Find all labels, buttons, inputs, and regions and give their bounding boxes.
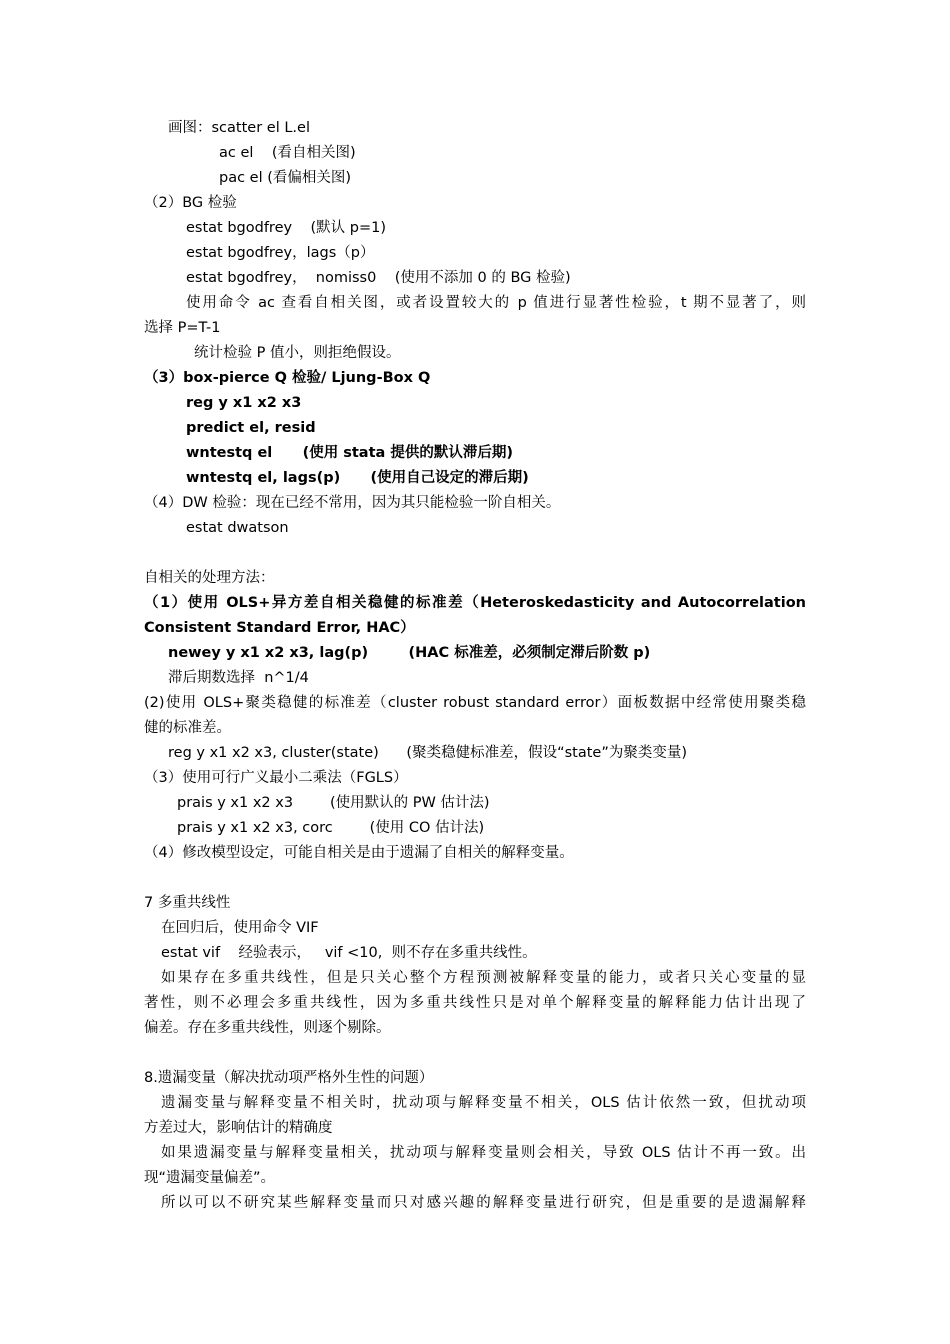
- text-line: 在回归后，使用命令 VIF: [161, 920, 319, 936]
- code-line: wntestq el, lags(p) (使用自己设定的滞后期): [186, 470, 529, 486]
- text-line: 统计检验 P 值小，则拒绝假设。: [194, 345, 401, 361]
- code-line: wntestq el (使用 stata 提供的默认滞后期): [186, 445, 513, 461]
- section-heading: 8.遗漏变量（解决扰动项严格外生性的问题）: [144, 1070, 434, 1086]
- text-line: 现“遗漏变量偏差”。: [144, 1170, 276, 1186]
- text-line: 如果存在多重共线性，但是只关心整个方程预测被解释变量的能力，或者只关心变量的显: [161, 970, 806, 986]
- section-heading: （4）DW 检验：现在已经不常用，因为其只能检验一阶自相关。: [144, 495, 561, 511]
- text-line: Consistent Standard Error, HAC）: [144, 620, 415, 636]
- code-line: estat bgodfrey (默认 p=1): [186, 220, 387, 236]
- code-line: estat vif 经验表示， vif <10, 则不存在多重共线性。: [161, 945, 537, 961]
- text-line: (2)使用 OLS+聚类稳健的标准差（cluster robust standard error）面板数据中经常使用聚类稳: [144, 695, 806, 711]
- text-line: 使用命令 ac 查看自相关图，或者设置较大的 p 值进行显著性检验，t 期不显著了，则: [186, 295, 806, 311]
- text-line: 健的标准差。: [144, 720, 231, 736]
- text-line: pac el (看偏相关图): [219, 170, 352, 186]
- code-line: estat bgodfrey，lags（p）: [186, 245, 375, 261]
- code-line: estat bgodfrey， nomiss0 (使用不添加 0 的 BG 检验): [186, 270, 571, 286]
- text-line: 遗漏变量与解释变量不相关时，扰动项与解释变量不相关，OLS 估计依然一致，但扰动项: [161, 1095, 806, 1111]
- section-heading: 自相关的处理方法：: [144, 570, 275, 586]
- section-heading: （2）BG 检验: [144, 195, 237, 211]
- section-heading: （4）修改模型设定，可能自相关是由于遗漏了自相关的解释变量。: [144, 845, 574, 861]
- text-line: 画图：scatter el L.el: [168, 120, 310, 136]
- text-line: 如果遗漏变量与解释变量相关，扰动项与解释变量则会相关，导致 OLS 估计不再一致。出: [161, 1145, 806, 1161]
- code-line: prais y x1 x2 x3, corc (使用 CO 估计法): [177, 820, 485, 836]
- text-line: 滞后期数选择 n^1/4: [168, 670, 309, 686]
- code-line: predict el, resid: [186, 420, 316, 436]
- code-line: reg y x1 x2 x3: [186, 395, 302, 411]
- code-line: estat dwatson: [186, 520, 289, 536]
- section-heading: （3）box-pierce Q 检验/ Ljung-Box Q: [144, 370, 431, 386]
- text-line: 方差过大，影响估计的精确度: [144, 1120, 333, 1136]
- code-line: prais y x1 x2 x3 (使用默认的 PW 估计法): [177, 795, 490, 811]
- text-line: 所以可以不研究某些解释变量而只对感兴趣的解释变量进行研究，但是重要的是遗漏解释: [161, 1195, 806, 1211]
- text-line: 偏差。存在多重共线性，则逐个剔除。: [144, 1020, 391, 1036]
- section-heading: （3）使用可行广义最小二乘法（FGLS）: [144, 770, 408, 786]
- text-line: 著性，则不必理会多重共线性，因为多重共线性只是对单个解释变量的解释能力估计出现了: [144, 995, 806, 1011]
- text-line: ac el (看自相关图): [219, 145, 356, 161]
- code-line: newey y x1 x2 x3, lag(p) (HAC 标准差，必须制定滞后阶数 p): [168, 645, 651, 661]
- code-line: reg y x1 x2 x3, cluster(state) (聚类稳健标准差，假设“state”为聚类变量): [168, 745, 688, 761]
- section-heading: 7 多重共线性: [144, 895, 231, 911]
- text-line: 选择 P=T-1: [144, 320, 221, 336]
- text-line: （1）使用 OLS+异方差自相关稳健的标准差（Heteroskedasticity and Autocorrelation: [144, 595, 806, 611]
